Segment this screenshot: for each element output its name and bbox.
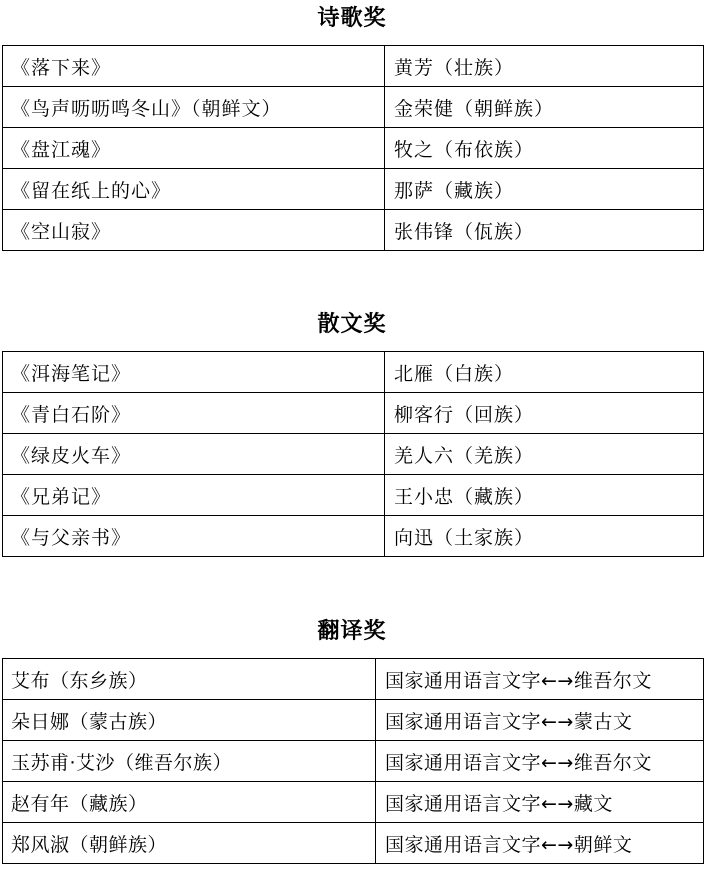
author-name: 牧之（布依族） (385, 128, 704, 169)
table-row (3, 741, 704, 782)
language-pair: 国家通用语言文字←→藏文 (376, 782, 704, 823)
prose-award-table (2, 351, 704, 557)
author-name: 北雁（白族） (385, 352, 704, 393)
table-row (3, 782, 704, 823)
translator-name: 艾布（东乡族） (3, 659, 376, 700)
table-row (3, 823, 704, 864)
language-pair: 国家通用语言文字←→维吾尔文 (376, 659, 704, 700)
work-title: 《落下来》 (3, 46, 385, 87)
table-row (3, 46, 704, 87)
work-title: 《绿皮火车》 (3, 434, 385, 475)
language-pair: 国家通用语言文字←→朝鲜文 (376, 823, 704, 864)
table-row (3, 475, 704, 516)
section-title-poetry: 诗歌奖 (317, 6, 387, 31)
language-pair: 国家通用语言文字←→维吾尔文 (376, 741, 704, 782)
section-title-prose: 散文奖 (317, 312, 387, 337)
table-row (3, 352, 704, 393)
work-title: 《兄弟记》 (3, 475, 385, 516)
translator-name: 朵日娜（蒙古族） (3, 700, 376, 741)
table-row (3, 659, 704, 700)
language-pair: 国家通用语言文字←→蒙古文 (376, 700, 704, 741)
table-row (3, 393, 704, 434)
work-title: 《与父亲书》 (3, 516, 385, 557)
table-row (3, 210, 704, 251)
table-row (3, 128, 704, 169)
table-row (3, 87, 704, 128)
author-name: 羌人六（羌族） (385, 434, 704, 475)
work-title: 《鸟声呖呖鸣冬山》（朝鲜文） (3, 87, 385, 128)
translator-name: 玉苏甫·艾沙（维吾尔族） (3, 741, 376, 782)
section-title-translation: 翻译奖 (317, 619, 387, 644)
poetry-award-table (2, 45, 704, 251)
author-name: 黄芳（壮族） (385, 46, 704, 87)
work-title: 《盘江魂》 (3, 128, 385, 169)
translator-name: 郑风淑（朝鲜族） (3, 823, 376, 864)
table-row (3, 434, 704, 475)
author-name: 张伟锋（佤族） (385, 210, 704, 251)
author-name: 金荣健（朝鲜族） (385, 87, 704, 128)
table-row (3, 169, 704, 210)
work-title: 《留在纸上的心》 (3, 169, 385, 210)
work-title: 《青白石阶》 (3, 393, 385, 434)
author-name: 柳客行（回族） (385, 393, 704, 434)
translation-award-table (2, 658, 704, 864)
translator-name: 赵有年（藏族） (3, 782, 376, 823)
work-title: 《洱海笔记》 (3, 352, 385, 393)
table-row (3, 700, 704, 741)
author-name: 王小忠（藏族） (385, 475, 704, 516)
table-row (3, 516, 704, 557)
author-name: 那萨（藏族） (385, 169, 704, 210)
author-name: 向迅（土家族） (385, 516, 704, 557)
work-title: 《空山寂》 (3, 210, 385, 251)
